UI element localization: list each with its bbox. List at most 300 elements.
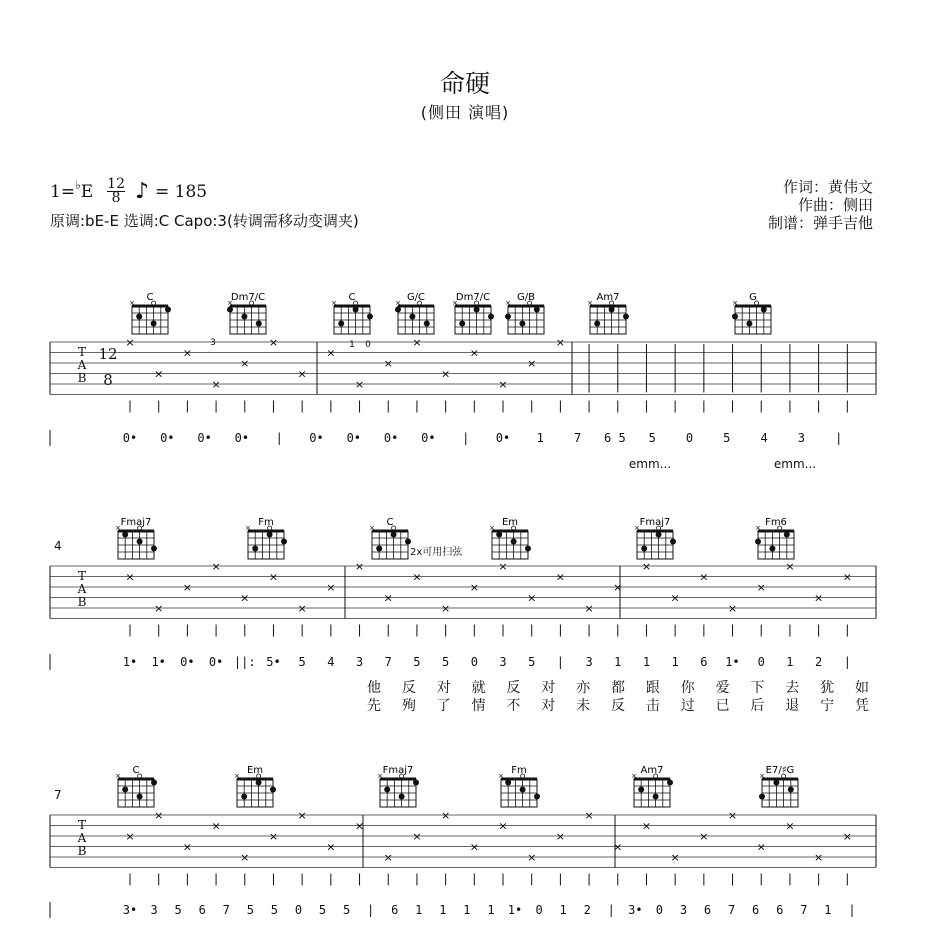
- tab-time-sig-num: 12: [98, 345, 118, 363]
- chord-finger-dot: [405, 539, 411, 545]
- chord-diagram-5: [505, 292, 544, 334]
- chord-mute-mark: ×: [452, 299, 458, 307]
- chord-finger-dot: [623, 314, 629, 320]
- chord-finger-dot: [670, 539, 676, 545]
- jianpu-note: 3•: [122, 903, 138, 917]
- lyric-line-2: 了: [436, 698, 451, 714]
- jianpu-note: 7: [800, 903, 808, 917]
- tab-x-note: ×: [469, 346, 479, 360]
- chord-diagram-4: [634, 517, 676, 559]
- jianpu-note: 1•: [122, 655, 138, 669]
- chord-mute-mark: ×: [631, 772, 637, 780]
- tab-x-note: ×: [670, 851, 680, 864]
- chord-name: C: [146, 292, 154, 303]
- lyric-line-2: 殉: [401, 698, 416, 714]
- chord-finger-dot: [165, 307, 171, 313]
- tab-x-note: ×: [670, 591, 680, 605]
- chord-finger-dot: [769, 546, 775, 552]
- chord-finger-dot: [788, 787, 794, 793]
- jianpu-note: 3: [797, 431, 806, 445]
- chord-mute-mark: ×: [732, 299, 738, 307]
- tab-x-note: ×: [469, 581, 479, 594]
- chord-finger-dot: [256, 321, 262, 327]
- composer: 作曲：侧田: [797, 196, 873, 214]
- jianpu-note: 5: [723, 431, 731, 445]
- jianpu-note: 0•: [180, 655, 195, 669]
- tab-x-note: ×: [268, 336, 279, 349]
- tab-x-note: ×: [842, 830, 852, 843]
- lyric-line-2: 情: [471, 698, 486, 714]
- tab-x-note: ×: [326, 346, 336, 360]
- chord-finger-dot: [270, 787, 276, 793]
- tab-x-note: ×: [412, 830, 422, 843]
- jianpu-note: 4: [327, 655, 335, 669]
- chord-name: G: [749, 292, 757, 303]
- tab-x-note: ×: [354, 560, 365, 573]
- jianpu-note: 4: [760, 431, 768, 445]
- chord-name: Fmaj7: [639, 517, 671, 528]
- jianpu-note: 6: [776, 903, 784, 917]
- jianpu-note: 1: [536, 431, 544, 445]
- jianpu-note: 6: [703, 903, 712, 917]
- tab-x-note: ×: [498, 560, 508, 573]
- jianpu-note: |: [843, 655, 851, 669]
- lyric-line-2: 后: [750, 698, 765, 714]
- tab-clef-letter: A: [77, 582, 87, 596]
- chord-finger-dot: [732, 314, 738, 320]
- chord-name: Am7: [640, 765, 664, 776]
- chord-finger-dot: [399, 794, 405, 800]
- chord-diagram-3: [498, 765, 540, 807]
- chord-finger-dot: [511, 539, 517, 545]
- jianpu-note: 1: [415, 903, 423, 917]
- chord-diagram-2: [331, 292, 373, 334]
- jianpu-note: 3: [355, 655, 364, 669]
- chord-name: C: [348, 292, 356, 303]
- tab-x-note: ×: [469, 840, 479, 854]
- chord-finger-dot: [784, 532, 790, 538]
- jianpu-note: 0•: [346, 431, 362, 445]
- jianpu-note: 5: [648, 431, 656, 445]
- tab-x-note: ×: [441, 602, 451, 615]
- chord-mute-mark: ×: [634, 524, 640, 532]
- lyric-line-1: 跟: [645, 680, 660, 696]
- lyric-line-2: 已: [715, 698, 730, 714]
- chord-name: Dm7/C: [230, 292, 266, 303]
- jianpu-note: 0•: [234, 431, 250, 445]
- chord-finger-dot: [534, 307, 540, 313]
- tab-x-note: ×: [842, 570, 852, 584]
- lyric-line-1: 亦: [576, 680, 591, 696]
- chord-mute-mark: ×: [331, 299, 337, 307]
- fret-number: 3: [210, 338, 216, 348]
- jianpu-note: 0•: [383, 431, 399, 445]
- tab-x-note: ×: [326, 840, 336, 854]
- tab-x-note: ×: [641, 819, 652, 833]
- tab-x-note: ×: [555, 830, 565, 843]
- jianpu-note: |: [848, 903, 856, 917]
- tab-x-note: ×: [125, 570, 135, 584]
- jianpu-note: 5: [413, 655, 421, 669]
- jianpu-note: |: [607, 903, 615, 917]
- chord-finger-dot: [391, 532, 397, 538]
- chord-finger-dot: [256, 780, 262, 786]
- tab-x-note: ×: [240, 357, 250, 370]
- tab-clef-letter: A: [77, 831, 87, 845]
- time-numerator: 12: [107, 176, 125, 192]
- tempo-note-icon: ♪: [134, 179, 150, 204]
- chord-diagram-1: [227, 292, 266, 334]
- lyric-line-1: 就: [471, 680, 486, 696]
- tab-x-note: ×: [326, 581, 336, 594]
- lyric-line-1: emm...: [628, 457, 672, 471]
- lyric-line-1: 都: [611, 680, 625, 696]
- tab-x-note: ×: [785, 819, 795, 833]
- chord-finger-dot: [609, 307, 615, 313]
- jianpu-note: 1•: [725, 655, 740, 669]
- tab-x-note: ×: [584, 809, 594, 822]
- chord-name: E7/♯G: [765, 765, 795, 776]
- chord-finger-dot: [474, 307, 480, 313]
- chord-mute-mark: ×: [227, 299, 233, 307]
- tab-clef-letter: T: [77, 345, 87, 359]
- lyric-line-2: 凭: [855, 698, 869, 714]
- lyric-line-2: 未: [576, 698, 591, 714]
- measure-number: 4: [54, 539, 62, 553]
- jianpu-note: 5: [342, 903, 351, 917]
- tab-x-note: ×: [785, 560, 795, 573]
- song-subtitle: (侧田 演唱): [420, 103, 510, 122]
- tab-clef-letter: B: [77, 844, 87, 858]
- jianpu-note: ||:: [233, 655, 256, 669]
- jianpu-note: 1: [463, 903, 471, 917]
- jianpu-note: 0: [655, 903, 664, 917]
- tab-x-note: ×: [297, 367, 307, 381]
- tab-x-note: ×: [154, 367, 164, 381]
- chord-diagram-7: [732, 292, 771, 334]
- jianpu-note: 0•: [208, 655, 224, 669]
- chord-diagram-2: [377, 765, 419, 807]
- chord-finger-dot: [424, 321, 430, 327]
- chord-mute-mark: ×: [369, 524, 375, 532]
- tab-x-note: ×: [268, 830, 279, 843]
- key-letter: E: [80, 181, 94, 202]
- chord-finger-dot: [746, 321, 752, 327]
- jianpu-note: |: [462, 431, 470, 445]
- tempo-value: = 185: [155, 181, 208, 202]
- jianpu-note: |: [835, 431, 843, 445]
- tab-x-note: ×: [211, 560, 221, 573]
- tab-x-note: ×: [699, 830, 709, 843]
- jianpu-note: 0•: [495, 431, 511, 445]
- chord-finger-dot: [338, 321, 344, 327]
- chord-finger-dot: [137, 794, 143, 800]
- chord-finger-dot: [227, 307, 233, 313]
- chord-diagram-1: [234, 765, 276, 807]
- jianpu-note: 7: [222, 903, 230, 917]
- lyric-line-2: 宁: [820, 698, 835, 714]
- jianpu-note: 1•: [507, 903, 523, 917]
- tab-x-note: ×: [240, 851, 250, 864]
- fret-number: 0: [365, 340, 371, 350]
- chord-finger-dot: [137, 539, 143, 545]
- chord-finger-dot: [505, 780, 511, 786]
- song-title: 命硬: [439, 69, 490, 98]
- lyric-line-2: 过: [680, 698, 695, 714]
- tab-x-note: ×: [182, 346, 192, 360]
- tab-x-note: ×: [383, 357, 393, 370]
- tab-x-note: ×: [297, 809, 307, 822]
- chord-finger-dot: [520, 787, 526, 793]
- chord-diagram-5: [759, 765, 798, 807]
- chord-name: Fmaj7: [382, 765, 414, 776]
- tab-time-sig-den: 8: [103, 371, 113, 389]
- jianpu-note: 5: [318, 903, 327, 917]
- jianpu-note: 2: [814, 655, 823, 669]
- chord-name: G/B: [517, 292, 535, 303]
- chord-finger-dot: [409, 314, 415, 320]
- fret-number: 1: [349, 340, 355, 350]
- lyric-line-1: 犹: [820, 680, 835, 696]
- chord-mute-mark: ×: [245, 524, 251, 532]
- jianpu-note: 0: [470, 655, 478, 669]
- jianpu-note: 1: [487, 903, 495, 917]
- jianpu-note: 6: [700, 655, 708, 669]
- lyric-line-2: 反: [611, 698, 625, 714]
- chord-finger-dot: [525, 546, 531, 552]
- jianpu-note: 7: [573, 431, 582, 445]
- tab-clef-letter: B: [77, 371, 87, 385]
- tab-x-note: ×: [613, 840, 623, 854]
- lyric-line-2: 击: [645, 698, 660, 714]
- chord-finger-dot: [241, 314, 247, 320]
- chord-finger-dot: [459, 321, 465, 327]
- jianpu-note: 0•: [197, 431, 212, 445]
- chord-finger-dot: [653, 794, 659, 800]
- jianpu-note: 3•: [628, 903, 643, 917]
- tab-x-note: ×: [240, 591, 250, 605]
- chord-mute-mark: ×: [115, 524, 121, 532]
- tab-x-note: ×: [125, 830, 135, 843]
- strum-note: 2x可用扫弦: [410, 547, 463, 558]
- tab-x-note: ×: [383, 851, 393, 864]
- chord-finger-dot: [384, 787, 390, 793]
- lyric-line-1: 对: [541, 680, 556, 696]
- jianpu-note: 0: [294, 903, 303, 917]
- chord-name: Fm: [511, 765, 527, 776]
- lyric-line-1: 下: [750, 680, 765, 696]
- chord-open-mark: [392, 526, 396, 530]
- chord-finger-dot: [594, 321, 600, 327]
- chord-finger-dot: [353, 307, 359, 313]
- chord-finger-dot: [641, 546, 647, 552]
- chord-finger-dot: [519, 321, 525, 327]
- lyric-line-1: 反: [506, 680, 521, 696]
- chord-diagram-1: [245, 517, 287, 559]
- chord-name: C: [386, 517, 394, 528]
- arranger: 制谱：弹手吉他: [767, 214, 873, 232]
- chord-diagram-4: [452, 292, 494, 334]
- chord-finger-dot: [488, 314, 494, 320]
- chord-diagram-0: [115, 517, 157, 559]
- lyric-line-2: 不: [506, 698, 521, 714]
- tab-x-note: ×: [727, 602, 738, 615]
- jianpu-note: 1: [671, 655, 679, 669]
- tab-x-note: ×: [527, 851, 537, 864]
- tab-x-note: ×: [555, 336, 565, 349]
- tab-x-note: ×: [814, 591, 824, 605]
- jianpu-note: 1: [614, 655, 622, 669]
- chord-finger-dot: [761, 307, 767, 313]
- tab-x-note: ×: [125, 336, 135, 349]
- jianpu-note: 6: [752, 903, 760, 917]
- jianpu-note: 3: [150, 903, 158, 917]
- lyric-line-2: 退: [785, 698, 800, 714]
- tab-clef-letter: A: [77, 358, 87, 372]
- chord-finger-dot: [252, 546, 258, 552]
- chord-name: Fmaj7: [120, 517, 152, 528]
- jianpu-note: 0•: [122, 431, 138, 445]
- jianpu-note: 0: [685, 431, 694, 445]
- chord-name: Em: [246, 765, 264, 776]
- tab-x-note: ×: [814, 851, 824, 864]
- lyric-line-1: 你: [680, 680, 695, 696]
- chord-name: Dm7/C: [455, 292, 491, 303]
- chord-finger-dot: [755, 539, 761, 545]
- jianpu-note: 5: [528, 655, 536, 669]
- tab-x-note: ×: [182, 581, 192, 594]
- chord-name: Fm6: [765, 517, 787, 528]
- tab-x-note: ×: [527, 357, 537, 370]
- chord-finger-dot: [773, 780, 779, 786]
- tab-x-note: ×: [412, 336, 422, 349]
- chord-finger-dot: [281, 539, 287, 545]
- jianpu-note: 7: [384, 655, 392, 669]
- jianpu-note: 3: [679, 903, 688, 917]
- chord-name: Em: [501, 517, 519, 528]
- jianpu-note: 0•: [160, 431, 175, 445]
- jianpu-note: 5•: [266, 655, 281, 669]
- tab-x-note: ×: [412, 570, 422, 584]
- chord-name: Am7: [596, 292, 620, 303]
- jianpu-note: 1: [824, 903, 832, 917]
- lyric-line-1: 他: [367, 680, 381, 696]
- tab-x-note: ×: [641, 560, 652, 573]
- tab-x-note: ×: [555, 570, 565, 584]
- chord-open-mark: [138, 774, 142, 778]
- jianpu-note: 0: [535, 903, 543, 917]
- lyric-line-2: 对: [541, 698, 556, 714]
- chord-diagram-4: [631, 765, 673, 807]
- jianpu-note: 0•: [309, 431, 324, 445]
- jianpu-note: 0: [757, 655, 765, 669]
- lyric-line-2: 先: [367, 698, 381, 714]
- chord-finger-dot: [136, 314, 142, 320]
- chord-diagram-0: [115, 765, 157, 807]
- chord-name: Fm: [258, 517, 274, 528]
- jianpu-note: 5: [174, 903, 182, 917]
- tab-x-note: ×: [182, 840, 192, 854]
- chord-diagram-2: [369, 517, 411, 559]
- measure-number: 7: [54, 788, 62, 802]
- tab-x-note: ×: [613, 581, 623, 594]
- jianpu-note: 1: [439, 903, 447, 917]
- jianpu-note: |: [556, 655, 565, 669]
- tab-x-note: ×: [154, 809, 164, 822]
- tab-x-note: ×: [354, 378, 365, 391]
- jianpu-note: 5: [246, 903, 254, 917]
- chord-finger-dot: [122, 532, 128, 538]
- lyric-line-1: 去: [785, 680, 800, 696]
- jianpu-note: 3: [499, 655, 507, 669]
- chord-mute-mark: ×: [377, 772, 383, 780]
- lyric-line-1: 反: [401, 680, 416, 696]
- jianpu-note: 5: [298, 655, 306, 669]
- jianpu-note: 6 5: [604, 431, 626, 445]
- jianpu-note: 1: [559, 903, 567, 917]
- tab-x-note: ×: [699, 570, 709, 584]
- jianpu-note: 5: [441, 655, 450, 669]
- lyricist: 作词：黄伟文: [782, 178, 873, 196]
- chord-mute-mark: ×: [234, 772, 240, 780]
- chord-finger-dot: [151, 321, 157, 327]
- chord-diagram-5: [755, 517, 794, 559]
- jianpu-note: 3: [585, 655, 593, 669]
- tab-x-note: ×: [727, 809, 738, 822]
- tab-clef-letter: T: [77, 818, 87, 832]
- tab-x-note: ×: [527, 591, 537, 605]
- chord-mute-mark: ×: [395, 299, 401, 307]
- chord-finger-dot: [667, 780, 673, 786]
- chord-finger-dot: [534, 794, 540, 800]
- key-prefix: 1=: [50, 181, 76, 202]
- key-flat: ♭: [75, 177, 81, 192]
- chord-finger-dot: [656, 532, 662, 538]
- tab-x-note: ×: [211, 819, 221, 833]
- jianpu-note: 6: [391, 903, 399, 917]
- lyric-line-1: 对: [436, 680, 451, 696]
- tab-x-note: ×: [498, 819, 508, 833]
- chord-finger-dot: [241, 794, 247, 800]
- tab-x-note: ×: [584, 602, 594, 615]
- jianpu-note: 1•: [151, 655, 166, 669]
- tab-x-note: ×: [756, 840, 766, 854]
- chord-mute-mark: ×: [505, 299, 511, 307]
- chord-mute-mark: ×: [129, 299, 135, 307]
- chord-finger-dot: [638, 787, 644, 793]
- chord-mute-mark: ×: [759, 772, 765, 780]
- jianpu-note: 1: [786, 655, 794, 669]
- tab-x-note: ×: [354, 819, 365, 833]
- tab-x-note: ×: [441, 809, 451, 822]
- chord-finger-dot: [267, 532, 273, 538]
- chord-name: C: [132, 765, 140, 776]
- chord-open-mark: [354, 301, 358, 305]
- chord-finger-dot: [367, 314, 373, 320]
- chord-mute-mark: ×: [489, 524, 495, 532]
- chord-finger-dot: [759, 794, 765, 800]
- tab-x-note: ×: [756, 581, 766, 594]
- lyric-line-1: 爱: [715, 680, 730, 696]
- chord-name: G/C: [406, 292, 426, 303]
- chord-diagram-3: [395, 292, 434, 334]
- chord-open-mark: [152, 301, 156, 305]
- chord-mute-mark: ×: [498, 772, 504, 780]
- jianpu-note: |: [367, 903, 375, 917]
- chord-finger-dot: [395, 307, 401, 313]
- chord-diagram-0: [129, 292, 171, 334]
- jianpu-note: 1: [642, 655, 651, 669]
